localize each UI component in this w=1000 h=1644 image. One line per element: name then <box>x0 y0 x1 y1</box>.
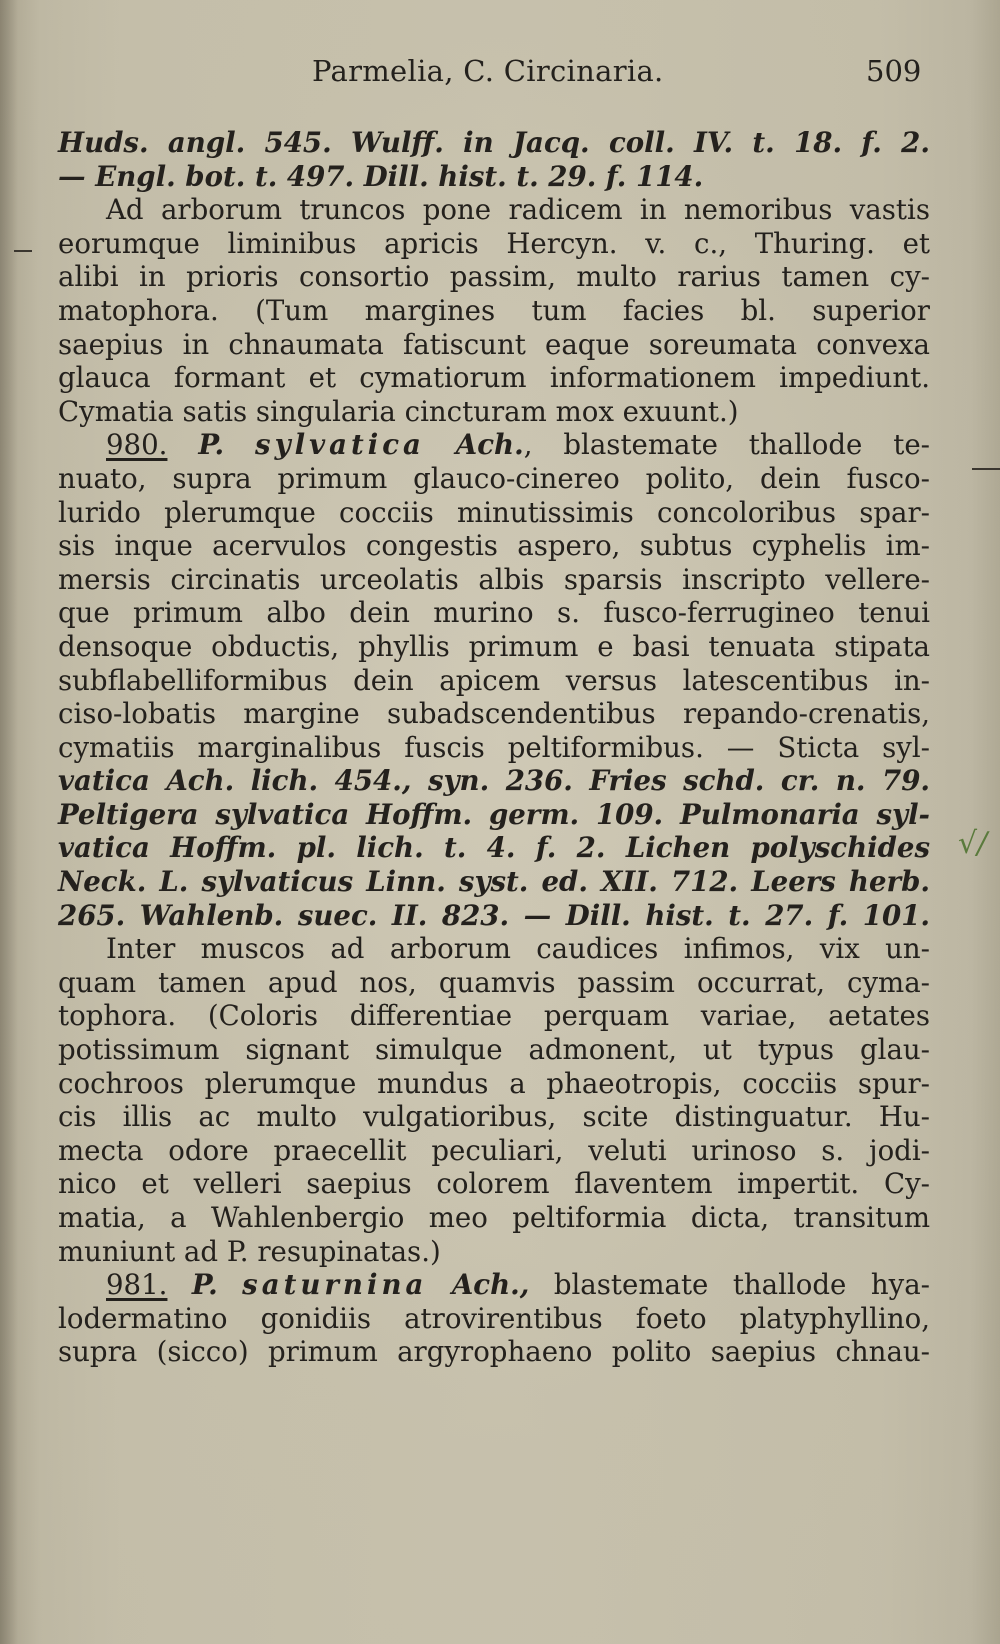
body-text <box>58 126 930 1369</box>
entry-genus: P. <box>198 428 225 462</box>
text-line: matophora. (Tum margines tum facies bl. superior <box>58 293 930 327</box>
entry-species: sylvatica <box>255 428 425 462</box>
synonym-line: Neck. L. sylvaticus Linn. syst. ed. XII. 712. Leers herb. <box>58 865 930 899</box>
text-line: alibi in prioris consortio passim, multo rarius tamen cy- <box>58 260 930 294</box>
entry-author: Ach., <box>451 1268 530 1302</box>
text-line: Inter muscos ad arborum caudices infimos, vix un- <box>106 932 930 966</box>
pencil-margin-mark: √/ <box>958 826 988 861</box>
entry-species: saturnina <box>242 1268 428 1302</box>
text-line: Huds. angl. 545. Wulff. in Jacq. coll. IV. t. 18. f. 2. <box>58 126 930 159</box>
text-line: Ad arborum truncos pone radicem in nemoribus vastis <box>106 193 930 227</box>
text-line: cymatiis marginalibus fuscis peltiformibus. — Sticta syl- <box>58 730 930 764</box>
synonym-line: vatica Hoffm. pl. lich. t. 4. f. 2. Lichen polyschides <box>58 831 930 865</box>
text-line: mecta odore praecellit peculiari, veluti urinoso s. jodi- <box>58 1133 930 1167</box>
text-line: nico et velleri saepius colorem flaventem impertit. Cy- <box>58 1167 930 1201</box>
text-line: glauca formant et cymatiorum informationem impediunt. <box>58 361 930 395</box>
entry-980-heading: 980. P. sylvatica Ach., blastemate thallode te- <box>106 428 930 462</box>
text-line: densoque obductis, phyllis primum e basi tenuata stipata <box>58 629 930 663</box>
page-gutter-shadow <box>0 0 18 1644</box>
text-line: saepius in chnaumata fatiscunt eaque soreumata convexa <box>58 327 930 361</box>
text-line: supra (sicco) primum argyrophaeno polito saepius chnau- <box>58 1335 930 1369</box>
synonym-line: Peltigera sylvatica Hoffm. germ. 109. Pulmonaria syl- <box>58 797 930 831</box>
margin-dash <box>972 468 1000 470</box>
entry-number: 980. <box>106 428 168 462</box>
running-head: Parmelia, C. Circinaria. <box>312 54 664 88</box>
text-line: Cymatia satis singularia cincturam mox exuunt.) <box>58 394 739 428</box>
text-line: lodermatino gonidiis atrovirentibus foeto platyphyllino, <box>58 1301 930 1335</box>
entry-genus: P. <box>191 1268 218 1302</box>
text-line: lurido plerumque cocciis minutissimis concoloribus spar- <box>58 495 930 529</box>
entry-diagnosis-start: blastemate thallode hya- <box>553 1268 930 1302</box>
entry-number: 981. <box>106 1268 168 1302</box>
page-number: 509 <box>866 54 922 88</box>
entry-author: Ach. <box>455 428 524 462</box>
text-line: matia, a Wahlenbergio meo peltiformia dicta, transitum <box>58 1201 930 1234</box>
text-line: ciso-lobatis margine subadscendentibus repando-crenatis, <box>58 697 930 731</box>
text-line: subflabelliformibus dein apicem versus latescentibus in- <box>58 663 930 697</box>
text-line: nuato, supra primum glauco-cinereo polito, dein fusco- <box>58 461 930 495</box>
text-line: sis inque acervulos congestis aspero, subtus cyphelis im- <box>58 529 930 563</box>
text-line: potissimum signant simulque admonent, ut typus glau- <box>58 1033 930 1067</box>
text-line: — Engl. bot. t. 497. Dill. hist. t. 29. f. 114. <box>58 159 704 193</box>
entry-981-heading <box>58 1268 930 1302</box>
synonym-line: 265. Wahlenb. suec. II. 823. — Dill. hist. t. 27. f. 101. <box>58 898 930 932</box>
synonym-line: vatica Ach. lich. 454., syn. 236. Fries schd. cr. n. 79. <box>58 764 930 798</box>
text-line: tophora. (Coloris differentiae perquam variae, aetates <box>58 999 930 1033</box>
text-line: que primum albo dein murino s. fusco-ferrugineo tenui <box>58 596 930 630</box>
margin-dash <box>14 250 32 252</box>
text-line: quam tamen apud nos, quamvis passim occurrat, cyma- <box>58 965 930 999</box>
text-line: mersis circinatis urceolatis albis sparsis inscripto vellere- <box>58 562 930 596</box>
text-line: cochroos plerumque mundus a phaeotropis, cocciis spur- <box>58 1066 930 1100</box>
entry-diagnosis-start: blastemate thallode te- <box>563 428 930 462</box>
text-line: eorumque liminibus apricis Hercyn. v. c., Thuring. et <box>58 226 930 260</box>
text-line: muniunt ad P. resupinatas.) <box>58 1234 441 1268</box>
page-header <box>0 54 1000 94</box>
text-line: cis illis ac multo vulgatioribus, scite distinguatur. Hu- <box>58 1100 930 1134</box>
